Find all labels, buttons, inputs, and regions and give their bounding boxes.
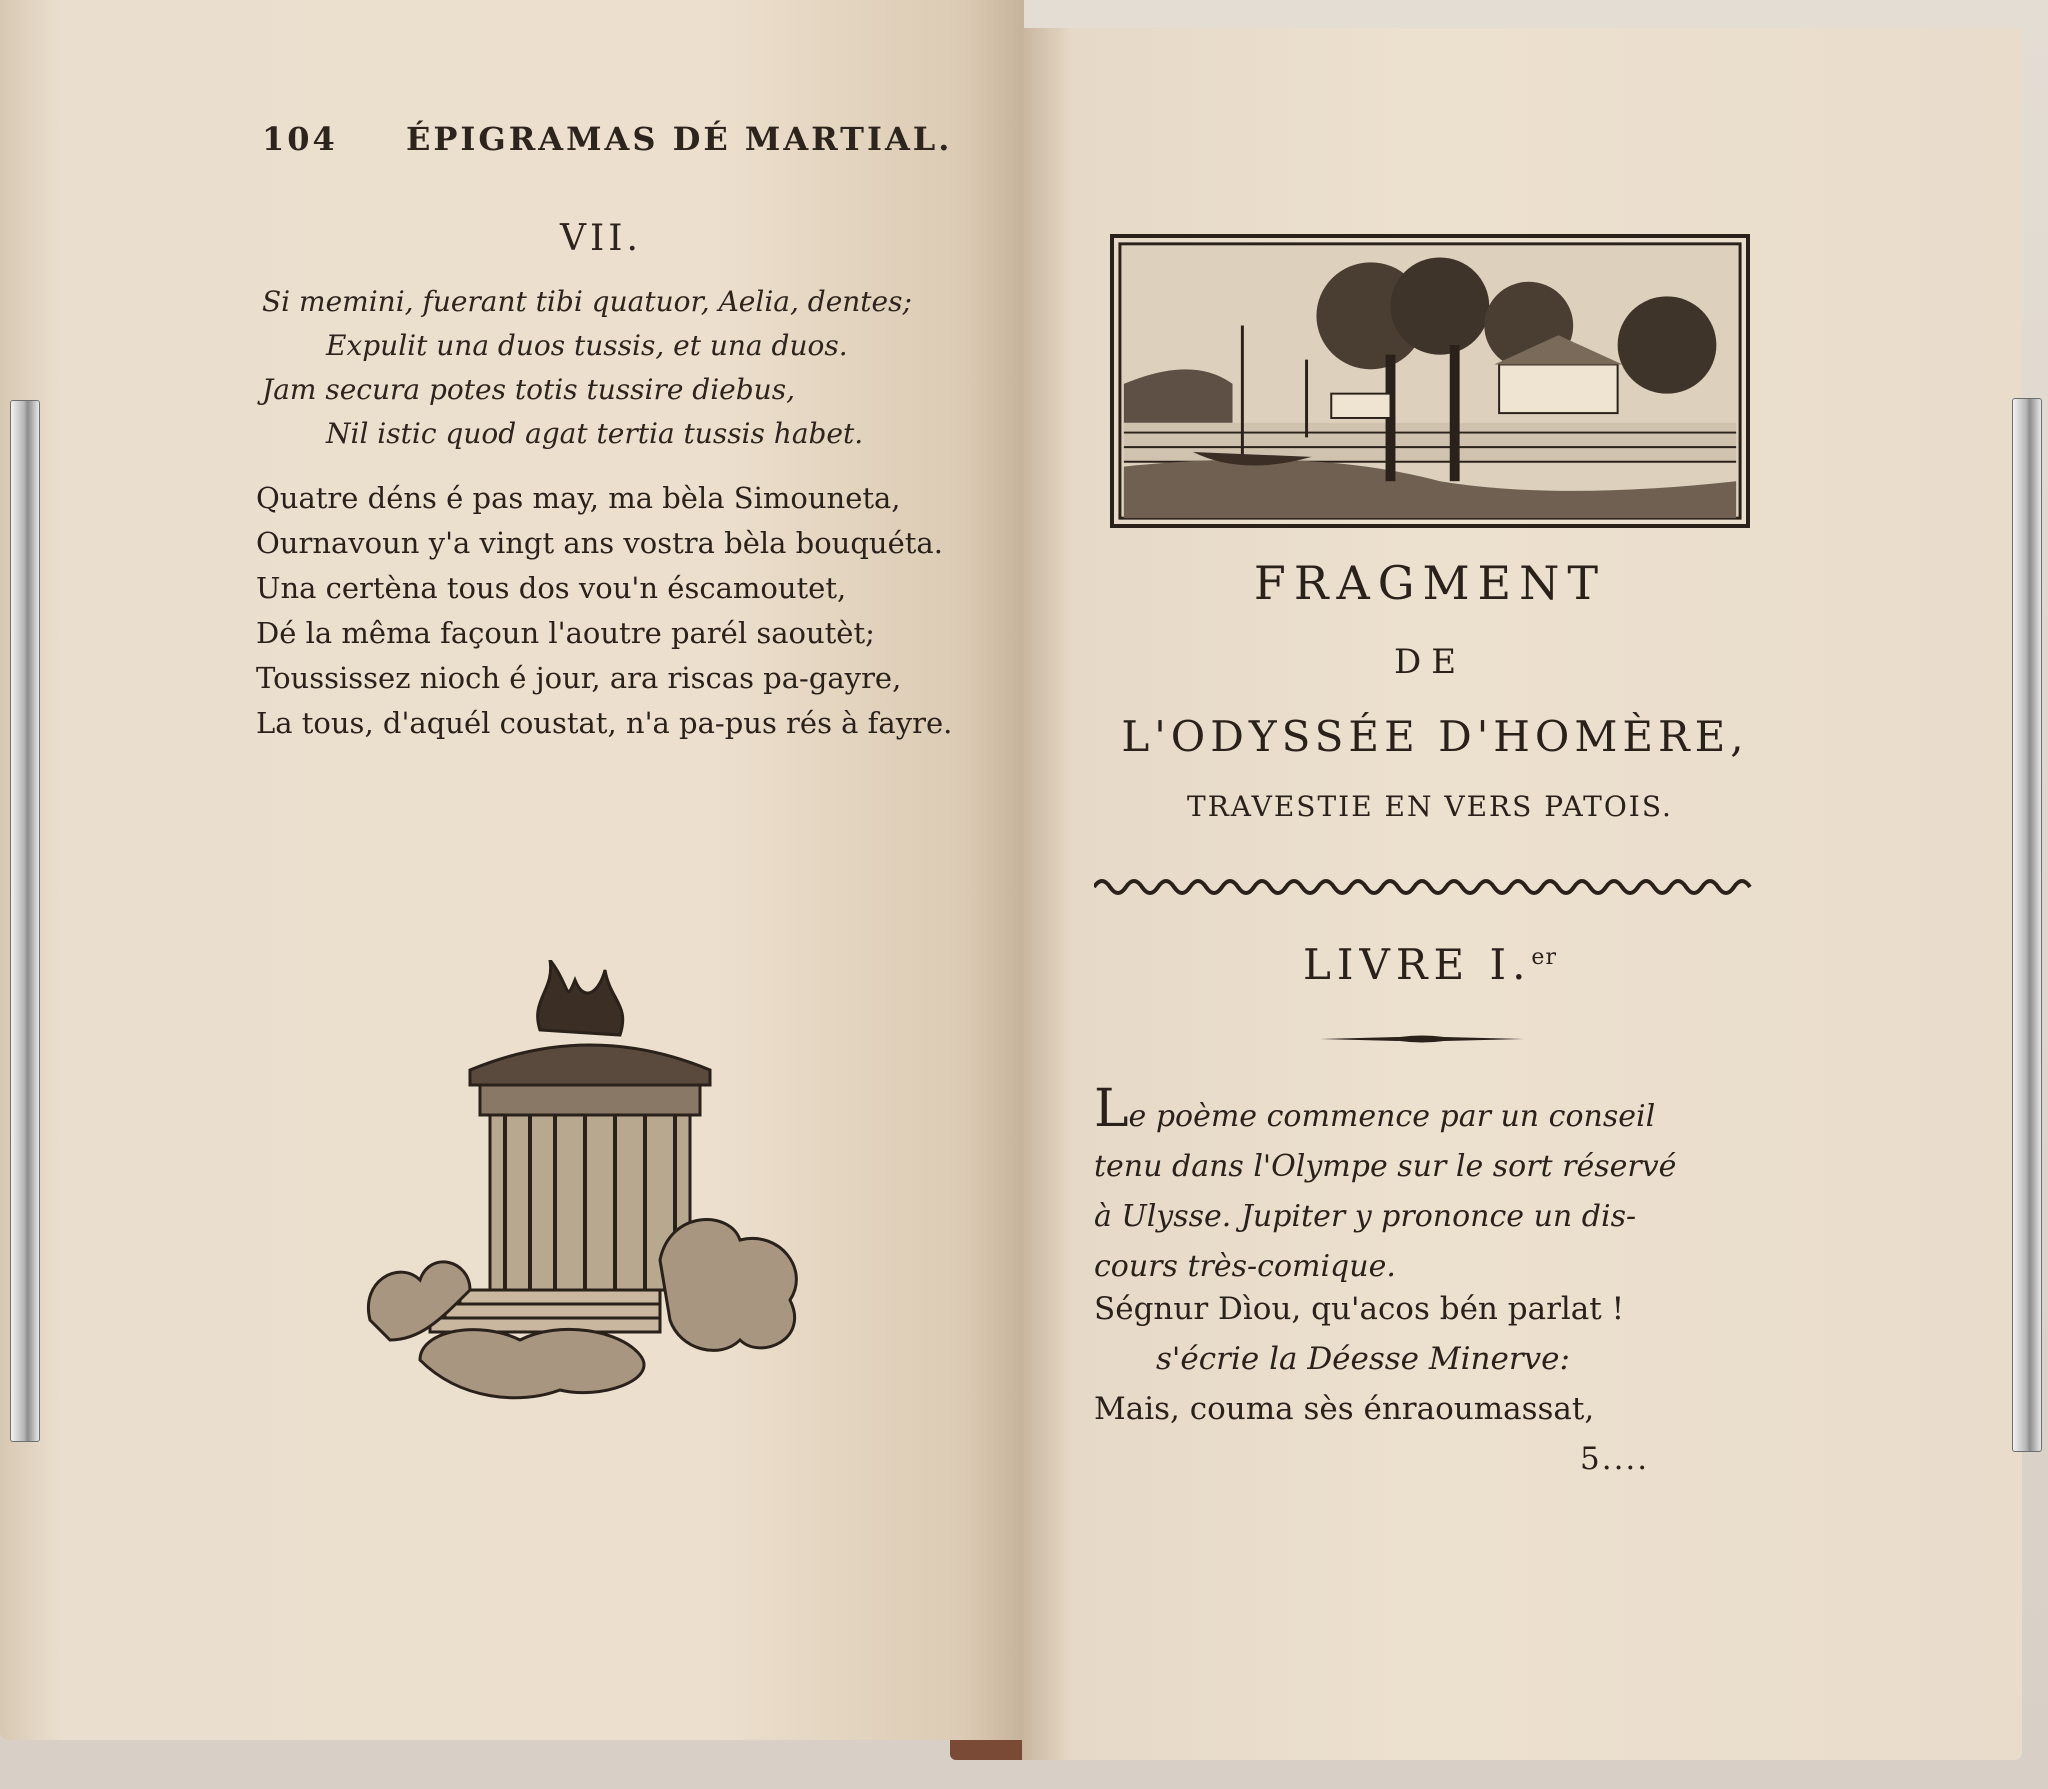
temple-vignette (360, 960, 820, 1410)
patois-line: Ournavoun y'a vingt ans vostra bèla bouquéta. (256, 526, 943, 560)
title-travestie: TRAVESTIE EN VERS PATOIS. (1187, 790, 1673, 823)
summary-line: tenu dans l'Olympe sur le sort réservé (1094, 1149, 1677, 1184)
summary-line: e poème commence par un conseil (1128, 1099, 1656, 1134)
patois-translation (256, 476, 952, 746)
title-fragment: FRAGMENT (1253, 556, 1607, 610)
verse-line: Ségnur Dìou, qu'acos bén parlat ! (1094, 1291, 1625, 1327)
epigram-number: VII. (560, 218, 642, 259)
summary-line: cours très-comique. (1094, 1249, 1396, 1284)
patois-line: Una certèna tous dos vou'n éscamoutet, (256, 571, 847, 605)
landscape-engraving (1110, 234, 1750, 528)
patois-line: Quatre déns é pas may, ma bèla Simouneta, (256, 481, 901, 515)
wavy-rule (1094, 872, 1754, 902)
catchword: 5.... (1580, 1441, 1650, 1477)
patois-line: Toussissez nioch é jour, ara riscas pa-gayre, (256, 661, 902, 695)
patois-line: Dé la mêma façoun l'aoutre parél saoutèt; (256, 616, 875, 650)
title-odyssee: L'ODYSSÉE D'HOMÈRE, (1121, 712, 1749, 761)
patois-line: La tous, d'aquél coustat, n'a pa-pus rés à fayre. (256, 706, 953, 740)
opening-verse (1094, 1284, 1649, 1484)
drop-cap: L (1094, 1079, 1129, 1139)
right-page-clip (2012, 398, 2042, 1452)
latin-epigram (262, 280, 912, 456)
latin-line: Nil istic quod agat tertia tussis habet. (326, 417, 864, 450)
left-page-clip (10, 400, 40, 1442)
chapter-summary (1094, 1079, 1754, 1292)
verse-line: s'écrie la Déesse Minerve: (1156, 1341, 1570, 1377)
latin-line: Expulit una duos tussis, et una duos. (326, 329, 848, 362)
page-number: 104 (262, 120, 338, 158)
running-head (262, 120, 952, 158)
summary-line: à Ulysse. Jupiter y prononce un dis- (1094, 1199, 1637, 1234)
title-de: DE (1393, 642, 1467, 682)
left-page (0, 0, 1024, 1740)
book-label: LIVRE I. (1303, 940, 1532, 989)
verse-line: Mais, couma sès énraoumassat, (1094, 1391, 1595, 1427)
running-title: ÉPIGRAMAS DÉ MARTIAL. (405, 120, 953, 158)
book-heading (1100, 940, 1760, 989)
book-superscript: er (1531, 945, 1557, 970)
latin-line: Si memini, fuerant tibi quatuor, Aelia, dentes; (262, 285, 912, 318)
latin-line: Jam secura potes totis tussire diebus, (262, 373, 795, 406)
ornamental-rule (1320, 1034, 1524, 1044)
